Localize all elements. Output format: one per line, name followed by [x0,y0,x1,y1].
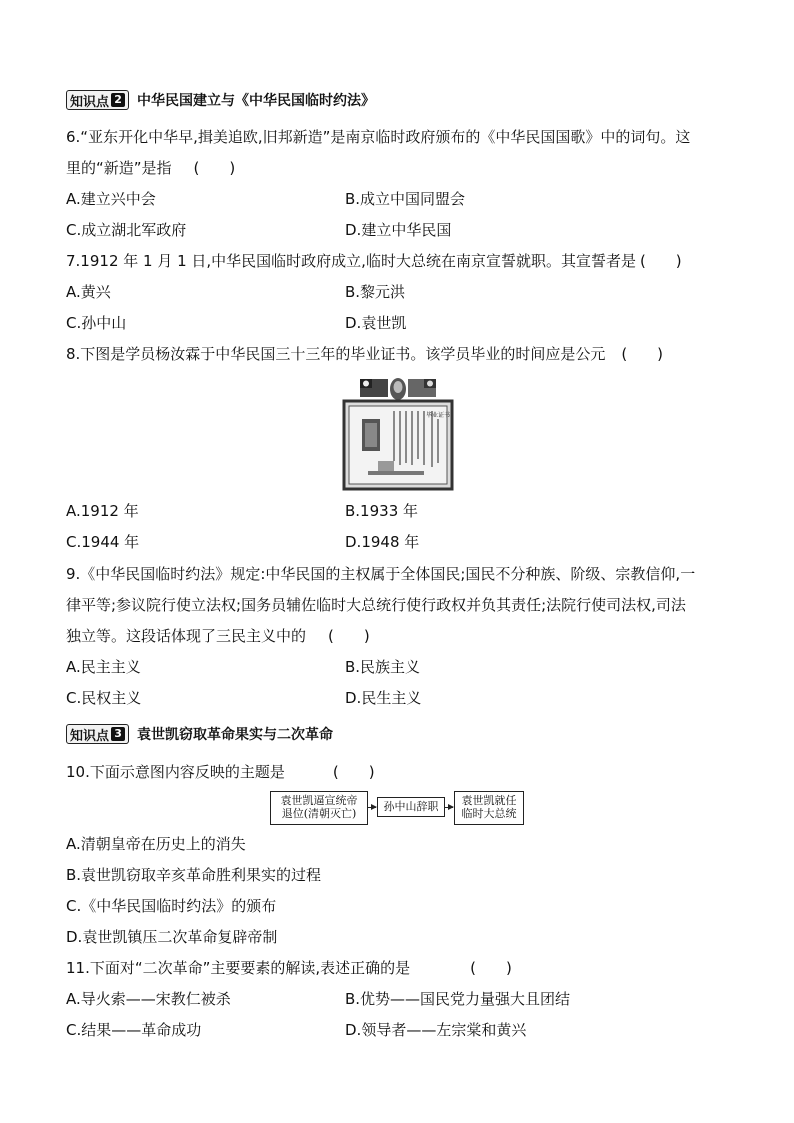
q11-option-c: C.结果——革命成功 [66,1021,202,1039]
q9-option-d: D.民生主义 [345,689,422,707]
flow-box-3-line2: 临时大总统 [461,807,517,820]
q9-stem-line1: 9.《中华民国临时约法》规定:中华民国的主权属于全体国民;国民不分种族、阶级、宗教信仰,一 [66,565,696,583]
q9-option-a: A.民主主义 [66,658,141,676]
q7-option-d: D.袁世凯 [345,314,407,332]
q9-option-c: C.民权主义 [66,689,142,707]
q6-option-d: D.建立中华民国 [345,221,452,239]
answer-bracket: ( ) [639,252,682,270]
section-header-2 [66,89,375,111]
knowledge-point-badge [66,724,129,744]
flow-box-1-line1: 袁世凯逼宣统帝 [280,794,358,807]
q10-stem [66,763,375,781]
q6-stem-text: 里的“新造”是指 [66,159,172,177]
q9-option-b: B.民族主义 [345,658,421,676]
flow-box-3-line1: 袁世凯就任 [461,794,517,807]
arrow-right-icon [367,807,376,808]
q8-option-a: A.1912 年 [66,502,139,520]
q6-stem-line1: 6.“亚东开化中华早,揖美追欧,旧邦新造”是南京临时政府颁布的《中华民国国歌》中的词句。这 [66,128,691,146]
q11-option-d: D.领导者——左宗棠和黄兴 [345,1021,527,1039]
section-title: 中华民国建立与《中华民国临时约法》 [137,93,376,109]
flow-box-1 [270,791,368,825]
q8-stem [66,345,663,363]
q10-option-c: C.《中华民国临时约法》的颁布 [66,897,277,915]
q11-stem [66,959,512,977]
knowledge-point-badge [66,90,129,110]
answer-bracket: ( ) [621,345,664,363]
q6-stem-line2 [66,159,235,177]
section-title: 袁世凯窃取革命果实与二次革命 [137,727,334,743]
section-header-3 [66,723,333,745]
q11-option-b: B.优势——国民党力量强大且团结 [345,990,571,1008]
flow-box-2: 孙中山辞职 [377,797,445,817]
q6-option-c: C.成立湖北军政府 [66,221,187,239]
answer-bracket: ( ) [332,763,375,781]
badge-label: 知识点 [70,728,110,744]
arrow-right-icon [444,807,453,808]
q6-option-a: A.建立兴中会 [66,190,156,208]
q10-option-a: A.清朝皇帝在历史上的消失 [66,835,246,853]
badge-number: 3 [111,727,125,741]
q6-option-b: B.成立中国同盟会 [345,190,466,208]
q10-stem-text: 10.下面示意图内容反映的主题是 [66,763,285,781]
flow-box-3 [454,791,524,825]
q9-stem-text: 独立等。这段话体现了三民主义中的 [66,627,307,645]
q8-option-c: C.1944 年 [66,533,140,551]
q8-stem-text: 8.下图是学员杨汝霖于中华民国三十三年的毕业证书。该学员毕业的时间应是公元 [66,345,606,363]
q9-stem-line3 [66,627,370,645]
q10-option-d: D.袁世凯镇压二次革命复辟帝制 [66,928,278,946]
q7-option-b: B.黎元洪 [345,283,406,301]
q7-option-a: A.黄兴 [66,283,111,301]
q7-stem-text: 7.1912 年 1 月 1 日,中华民国临时政府成立,临时大总统在南京宣誓就职。其宣誓者是 [66,252,636,270]
answer-bracket: ( ) [470,959,512,977]
certificate-title: 毕业证书 [425,412,451,419]
graduation-certificate-image [338,375,458,493]
q7-stem [66,252,682,270]
q11-option-a: A.导火索——宋教仁被杀 [66,990,231,1008]
q7-option-c: C.孙中山 [66,314,127,332]
badge-number: 2 [111,93,125,107]
answer-bracket: ( ) [193,159,236,177]
q8-option-b: B.1933 年 [345,502,419,520]
q11-stem-text: 11.下面对“二次革命”主要要素的解读,表述正确的是 [66,959,411,977]
flow-box-1-line2: 退位(清朝灭亡) [281,807,357,820]
answer-bracket: ( ) [328,627,370,645]
q9-stem-line2: 律平等;参议院行使立法权;国务员辅佐临时大总统行使行政权并负其责任;法院行使司法权,司法 [66,596,686,614]
certificate-illustration [338,375,458,493]
badge-label: 知识点 [70,94,110,110]
q10-option-b: B.袁世凯窃取辛亥革命胜利果实的过程 [66,866,322,884]
q8-option-d: D.1948 年 [345,533,420,551]
